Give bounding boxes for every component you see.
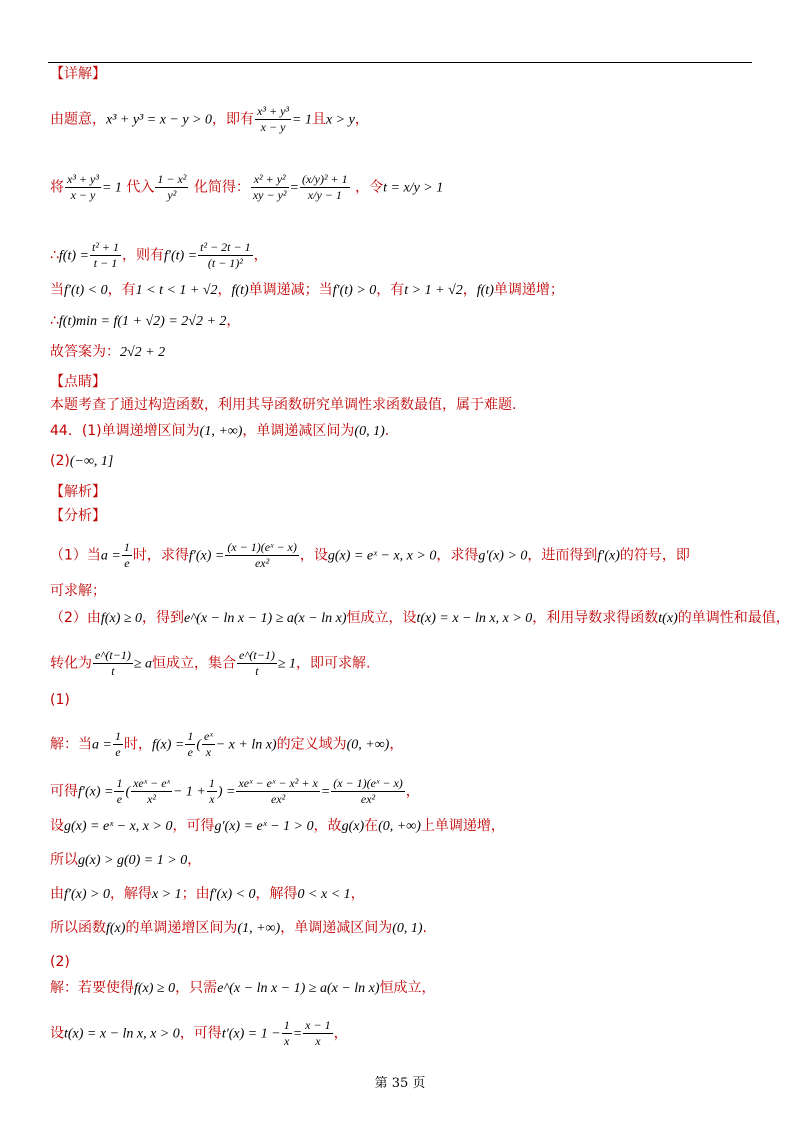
paragraph-23: 设t(x) = x − ln x, x > 0，可得t′(x) = 1 − $\frac{1}{x}$ = $\frac{x - 1}{x}$ ，	[50, 1018, 348, 1048]
paragraph-7: 本题考查了通过构造函数，利用其导函数研究单调性求函数最值，属于难题.	[50, 397, 517, 413]
paragraph-6: 故答案为：2√2 + 2	[50, 344, 166, 360]
paragraph-2: 将 $\frac{\text{x³ + y³}}{x - y}$ = 1 代入 $\frac{\text{1 − x²}}{\text{y²}}$ 化简得： $\frac{\text{x² + y²}}{\text{xy − y²}}$ = $\frac{\text{(x/y)² + 1}}{x/y - 1}$ ，令t = x/y > 1	[50, 172, 444, 202]
header-rule	[48, 62, 752, 63]
paragraph-13: 转化为 $\frac{e\^{}(t-1)}{t}$ ≥ a恒成立，集合 $\frac{e\^{}(t-1)}{t}$ ≥ 1，即可求解.	[50, 648, 371, 678]
page-number: 第 35 页	[374, 1076, 426, 1091]
paragraph-15: 解：当a = $\frac{1}{e}$ 时，f(x) = $\frac{1}{e}$ ( $\frac{\text{eˣ}}{x}$ − x + ln x)的定义域为(0, +∞)，	[50, 729, 404, 759]
paragraph-19: 由f′(x) > 0，解得x > 1；由f′(x) < 0，解得0 < x < 1，	[50, 886, 365, 902]
heading-xiangjie: 【详解】	[50, 66, 106, 82]
paragraph-9: (2)(−∞, 1]	[50, 453, 114, 469]
paragraph-5: ∴f(t)min = f(1 + √2) = 2√2 + 2，	[50, 313, 241, 329]
paragraph-14: (1)	[50, 692, 70, 708]
heading-dianjing: 【点睛】	[50, 374, 106, 390]
paragraph-18: 所以g(x) > g(0) = 1 > 0，	[50, 852, 202, 868]
paragraph-8: 44．(1)单调递增区间为(1, +∞)，单调递减区间为(0, 1).	[50, 423, 390, 439]
paragraph-11: 可求解；	[50, 583, 106, 599]
paragraph-4: 当f′(t) < 0，有1 < t < 1 + √2，f(t)单调递减；当f′(t) > 0，有t > 1 + √2，f(t)单调递增；	[50, 282, 564, 298]
paragraph-16: 可得f′(x) = $\frac{1}{e}$ ( $\frac{\text{xeˣ − eˣ}}{\text{x²}}$ − 1 + $\frac{1}{x}$ ) = $\frac{\text{xeˣ − eˣ − x² + x}}{\text{ex²}}$ = $\frac{\text{(x − 1)(eˣ − x)}}{\text{ex²}}$ ，	[50, 776, 420, 806]
heading-fenxi: 【分析】	[50, 508, 106, 524]
paragraph-21: (2)	[50, 954, 70, 970]
paragraph-17: 设g(x) = eˣ − x, x > 0，可得g′(x) = eˣ − 1 > 0，故g(x)在(0, +∞)上单调递增，	[50, 818, 505, 834]
paragraph-12: （2）由f(x) ≥ 0，得到e^(x − ln x − 1) ≥ a(x − ln x)恒成立，设t(x) = x − ln x, x > 0，利用导数求得函数t(x)的单调性和最值，	[50, 610, 790, 626]
paragraph-10: （1）当a = $\frac{1}{e}$ 时，求得f′(x) = $\frac{\text{(x − 1)(eˣ − x)}}{\text{ex²}}$ ，设g(x) = eˣ − x, x > 0，求得g′(x) > 0，进而得到f′(x)的符号，即	[50, 540, 690, 570]
heading-jiexi: 【解析】	[50, 484, 106, 500]
paragraph-3: ∴f(t) = $\frac{\text{t² + 1}}{t - 1}$ ，则有f′(t) = $\frac{\text{t² − 2t − 1}}{\text{(t − 1)²}}$ ，	[50, 240, 268, 270]
paragraph-22: 解：若要使得f(x) ≥ 0，只需e^(x − ln x − 1) ≥ a(x − ln x)恒成立，	[50, 980, 436, 996]
paragraph-1: 由题意，x³ + y³ = x − y > 0，即有 $\frac{\text{x³ + y³}}{x - y}$ = 1且x > y，	[50, 104, 369, 134]
paragraph-20: 所以函数f(x)的单调递增区间为(1, +∞)，单调递减区间为(0, 1).	[50, 920, 427, 936]
